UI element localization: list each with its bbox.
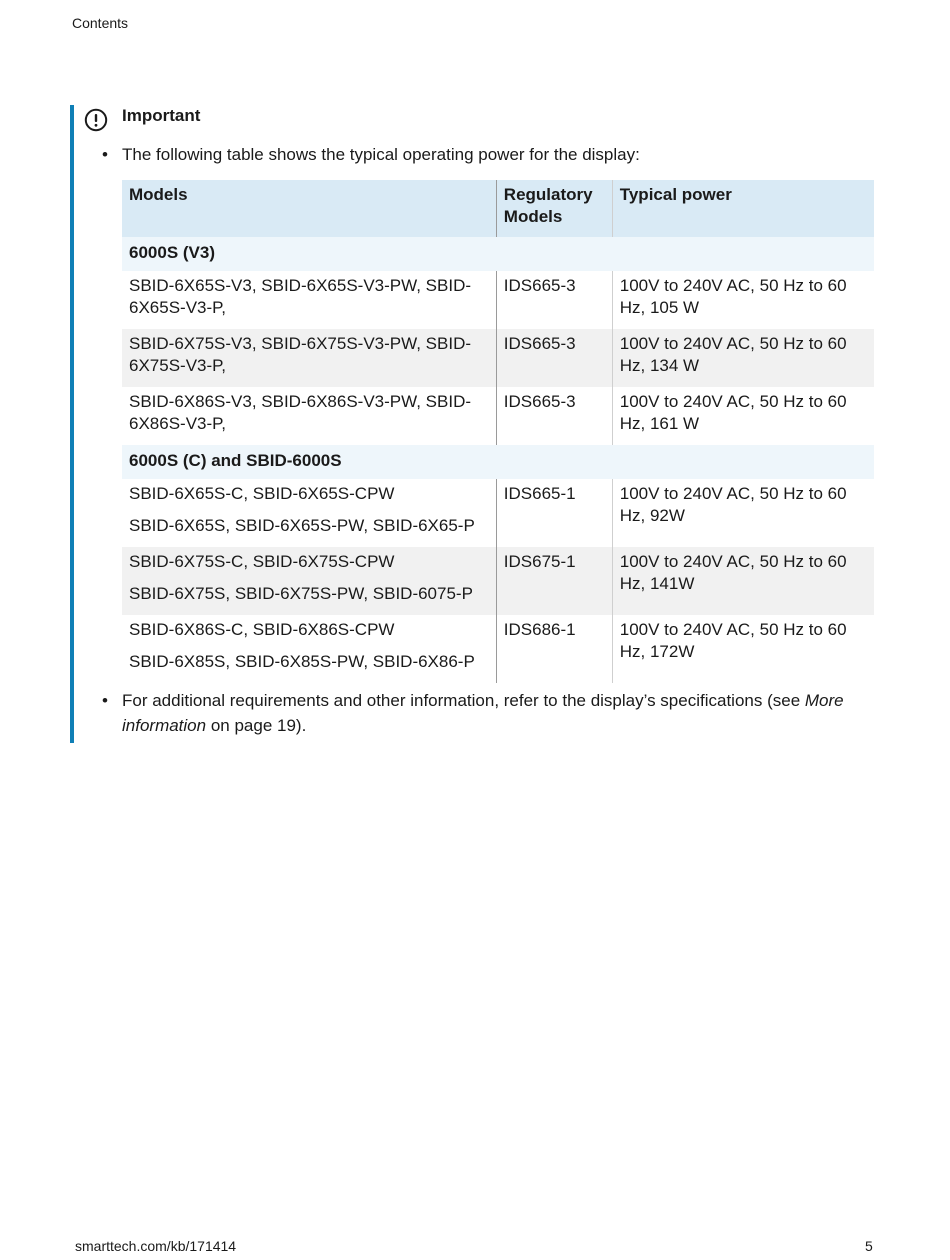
models-cell: SBID-6X86S-V3, SBID-6X86S-V3-PW, SBID-6X86S-V3-P,: [122, 387, 496, 445]
contents-link[interactable]: Contents: [72, 15, 129, 31]
table-row: [122, 271, 874, 329]
group-title: 6000S (C) and SBID-6000S: [122, 445, 874, 479]
models-cell: SBID-6X65S-V3, SBID-6X65S-V3-PW, SBID-6X65S-V3-P,: [122, 271, 496, 329]
group-title: 6000S (V3): [122, 237, 874, 271]
regulatory-cell: IDS665-3: [496, 387, 612, 445]
bullet-text-pre: For additional requirements and other information, refer to the display’s specifications (see: [122, 691, 805, 710]
power-cell: 100V to 240V AC, 50 Hz to 60 Hz, 105 W: [612, 271, 874, 329]
table-row: [122, 615, 874, 683]
regulatory-cell: IDS675-1: [496, 547, 612, 615]
table-row: [122, 387, 874, 445]
power-cell: 100V to 240V AC, 50 Hz to 60 Hz, 141W: [612, 547, 874, 615]
power-cell: 100V to 240V AC, 50 Hz to 60 Hz, 134 W: [612, 329, 874, 387]
bullet-text-post: on page 19).: [206, 716, 307, 735]
table-row: [122, 547, 874, 615]
group-row: [122, 237, 874, 271]
models-cell: SBID-6X86S-C, SBID-6X86S-CPW SBID-6X85S, SBID-6X85S-PW, SBID-6X86-P: [122, 615, 496, 683]
bullet-item: [102, 142, 874, 167]
regulatory-cell: IDS665-1: [496, 479, 612, 547]
column-header-power: Typical power: [612, 180, 874, 237]
bullet-text: The following table shows the typical operating power for the display:: [122, 145, 640, 164]
models-cell: SBID-6X75S-V3, SBID-6X75S-V3-PW, SBID-6X75S-V3-P,: [122, 329, 496, 387]
bullet-dot: •: [102, 145, 108, 164]
group-row: [122, 445, 874, 479]
exclamation-circle-icon: [84, 108, 108, 132]
power-cell: 100V to 240V AC, 50 Hz to 60 Hz, 161 W: [612, 387, 874, 445]
power-cell: 100V to 240V AC, 50 Hz to 60 Hz, 92W: [612, 479, 874, 547]
regulatory-cell: IDS665-3: [496, 271, 612, 329]
column-header-regulatory: Regulatory Models: [496, 180, 612, 237]
regulatory-cell: IDS686-1: [496, 615, 612, 683]
table-header-row: [122, 180, 874, 237]
models-cell: SBID-6X65S-C, SBID-6X65S-CPW SBID-6X65S, SBID-6X65S-PW, SBID-6X65-P: [122, 479, 496, 547]
page-number: 5: [865, 1238, 873, 1254]
table-row: [122, 479, 874, 547]
footer-url-link[interactable]: smarttech.com/kb/171414: [75, 1238, 237, 1254]
important-callout: [70, 105, 874, 743]
regulatory-cell: IDS665-3: [496, 329, 612, 387]
bullet-dot: •: [102, 691, 108, 710]
more-information-link[interactable]: More information: [122, 691, 844, 735]
power-table: [122, 180, 874, 683]
power-cell: 100V to 240V AC, 50 Hz to 60 Hz, 172W: [612, 615, 874, 683]
column-header-models: Models: [122, 180, 496, 237]
callout-title: Important: [122, 106, 201, 125]
table-row: [122, 329, 874, 387]
bullet-item: [102, 688, 874, 738]
models-cell: SBID-6X75S-C, SBID-6X75S-CPW SBID-6X75S, SBID-6X75S-PW, SBID-6075-P: [122, 547, 496, 615]
